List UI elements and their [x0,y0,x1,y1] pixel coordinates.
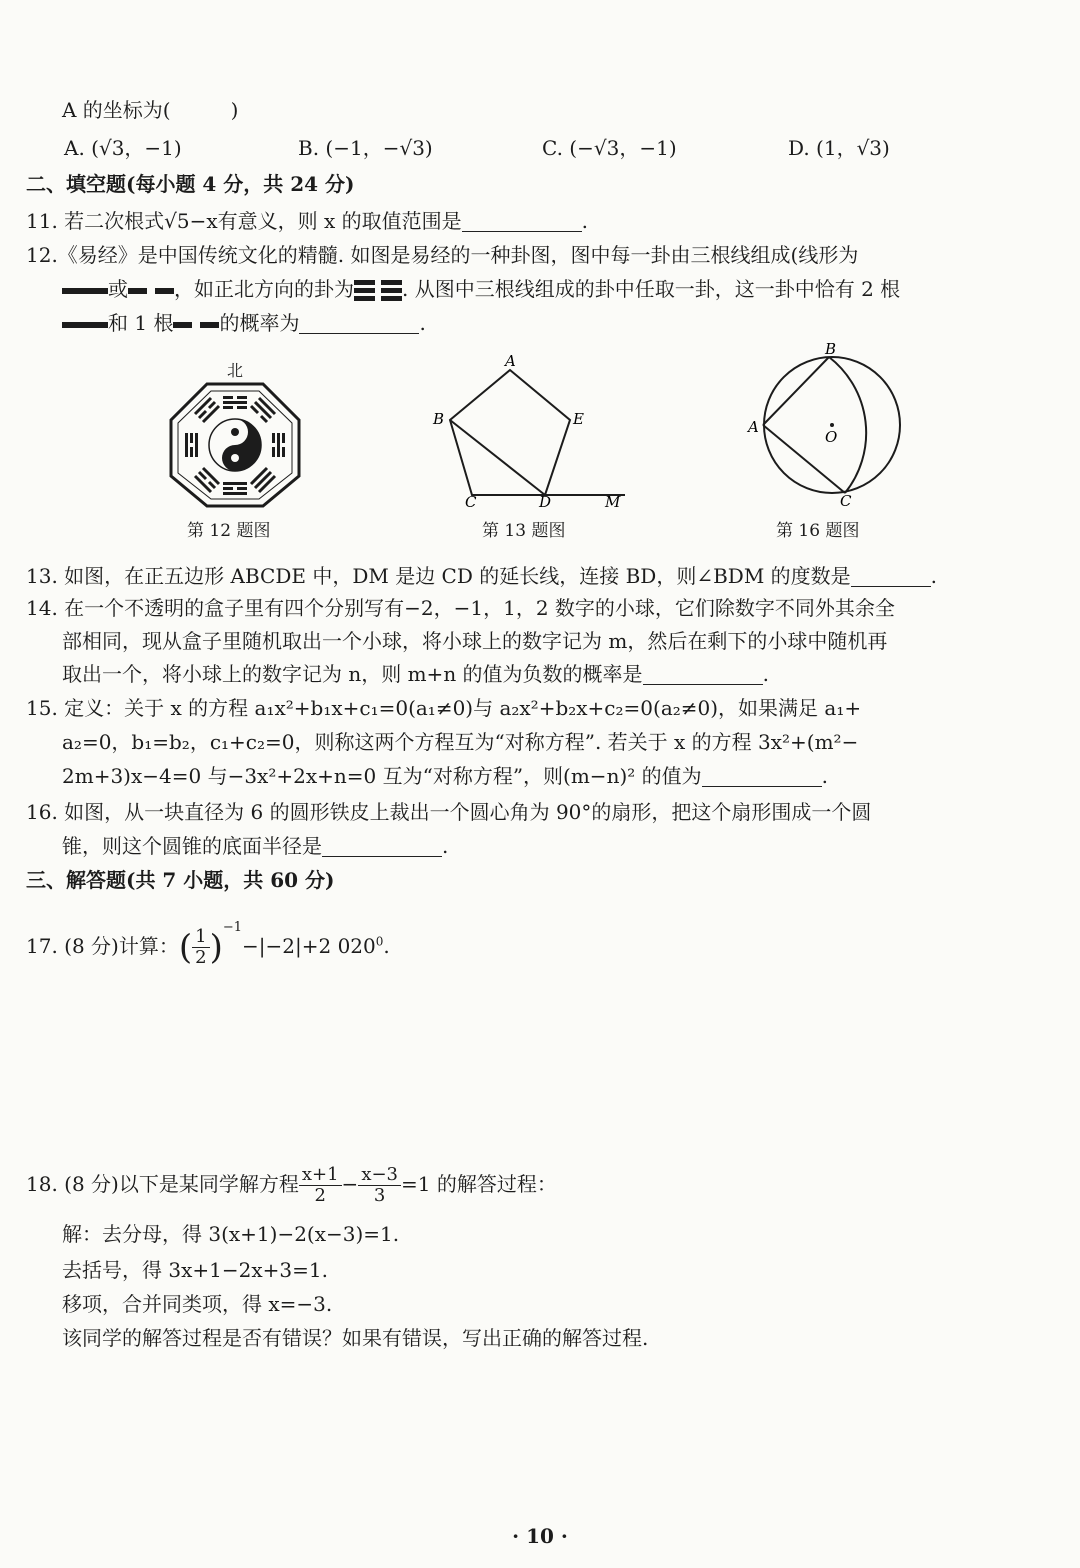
q10-option-a: A. (√3，−1) [64,136,182,160]
q12-line3-and: 和 1 根 [108,311,174,335]
section3-heading: 三、解答题(共 7 小题，共 60 分) [26,868,335,892]
q18-minus: − [341,1172,359,1196]
label-c: C [465,493,477,510]
q14-end: . [762,662,769,686]
q17-end: . [383,934,390,958]
q10-option-b: B. (−1，−√3) [298,136,433,160]
yang-line-icon [62,319,108,331]
q18-step-1: 解：去分母，得 3(x+1)−2(x−3)=1. [62,1222,400,1246]
q14-answer-blank[interactable] [643,664,763,685]
label-a: A [505,352,516,370]
q17-degree: 0 [375,934,384,949]
q16-stem: 锥，则这个圆锥的底面半径是 [62,834,322,858]
q18-suffix: =1 的解答过程： [401,1172,557,1196]
q11-stem: 11. 若二次根式√5−x有意义，则 x 的取值范围是 [26,209,462,233]
q15-line2: a₂=0，b₁=b₂，c₁+c₂=0，则称这两个方程互为“对称方程”. 若关于 x 的方程 3x²+(m²− [62,730,859,754]
q12-line2-tail: . 从图中三根线组成的卦中任取一卦，这一卦中恰有 2 根 [402,277,901,301]
q17-suffix: −|−2|+2 020 [242,934,376,958]
q14-line2: 部相同，现从盒子里随机取出一个小球，将小球上的数字记为 m，然后在剩下的小球中随机再 [62,629,888,653]
q17-exponent: −1 [222,920,243,935]
q18-fraction-1: $\frac{x+1}{2}$ [299,1165,342,1206]
q10-text: A 的坐标为( ) [62,98,239,122]
figure-13-caption: 第 13 题图 [482,521,566,541]
page-number: · 10 · [512,1524,568,1548]
q12-line2 [62,275,900,304]
q16-end: . [442,834,449,858]
figure-12 [165,358,305,541]
label-e: E [573,410,584,428]
q16-line2 [62,832,448,860]
q12-line3-end: . [419,311,426,335]
kun-trigram-icon [354,278,402,304]
q14-line1: 14. 在一个不透明的盒子里有四个分别写有−2，−1，1，2 数字的小球，它们除数字不同外其余全 [26,596,895,620]
q12-line3 [62,309,426,337]
label-b: B [433,410,445,428]
q14-line3 [62,660,769,688]
figure-16-circle [745,340,925,510]
q18-text [26,1160,557,1208]
label-b: B [825,340,837,358]
label-d: D [539,493,552,510]
label-c: C [840,492,852,510]
section2-heading: 二、填空题(每小题 4 分，共 24 分) [26,172,355,196]
q15-answer-blank[interactable] [702,766,822,787]
q18-step-2: 去括号，得 3x+1−2x+3=1. [62,1258,328,1282]
q17-text [26,904,390,972]
q12-answer-blank[interactable] [299,313,419,334]
q14-stem: 取出一个，将小球上的数字记为 n，则 m+n 的值为负数的概率是 [62,662,643,686]
north-label: 北 [226,361,243,380]
figure-16-caption: 第 16 题图 [776,521,860,541]
q16-answer-blank[interactable] [322,836,442,857]
q18-prefix: 18. (8 分)以下是某同学解方程 [26,1172,299,1196]
q15-stem: 2m+3)x−4=0 与−3x²+2x+n=0 互为“对称方程”，则(m−n)² 的值为 [62,764,702,788]
bagua-diagram [165,378,305,508]
q12-line2-or: 或 [108,277,128,301]
q18-step-3: 移项，合并同类项，得 x=−3. [62,1292,333,1316]
q15-line3 [62,762,828,790]
yin-line-icon [128,285,174,297]
q12-line3-prob: 的概率为 [219,311,300,335]
q17-rparen: ) [209,927,223,968]
q11-answer-blank[interactable] [462,211,582,232]
yin-line-icon [173,319,219,331]
q17-prefix: 17. (8 分)计算： [26,934,179,958]
q12-line2-mid: ，如正北方向的卦为 [174,277,354,301]
label-m: M [605,493,621,510]
q10-option-d: D. (1，√3) [788,136,890,160]
q17-fraction: $\frac{1}{2}$ [192,927,209,968]
label-o: O [825,428,838,446]
q18-fraction-2: $\frac{x-3}{3}$ [358,1165,401,1206]
q17-lparen: ( [178,927,193,968]
q15-end: . [821,764,828,788]
q13-answer-blank[interactable] [851,566,931,587]
q16-line1: 16. 如图，从一块直径为 6 的圆形铁皮上裁出一个圆心角为 90°的扇形，把这个扇形围成一个圆 [26,800,872,824]
q13-stem: 13. 如图，在正五边形 ABCDE 中，DM 是边 CD 的延长线，连接 BD，则∠BDM 的度数是 [26,564,851,588]
label-a: A [748,418,759,436]
figure-13-pentagon [425,350,645,510]
q15-line1: 15. 定义：关于 x 的方程 a₁x²+b₁x+c₁=0(a₁≠0)与 a₂x²+b₂x+c₂=0(a₂≠0)，如果满足 a₁+ [26,696,862,720]
figure-12-caption: 第 12 题图 [187,521,271,541]
q11-end: . [581,209,589,233]
q13-text [26,562,937,590]
q11-text [26,207,588,235]
q10-option-c: C. (−√3，−1) [542,136,677,160]
q12-line1: 12.《易经》是中国传统文化的精髓. 如图是易经的一种卦图，图中每一卦由三根线组成(线形为 [26,243,859,267]
q18-question: 该同学的解答过程是否有错误？如果有错误，写出正确的解答过程. [62,1326,649,1350]
q13-end: . [930,564,938,588]
yang-line-icon [62,285,108,297]
